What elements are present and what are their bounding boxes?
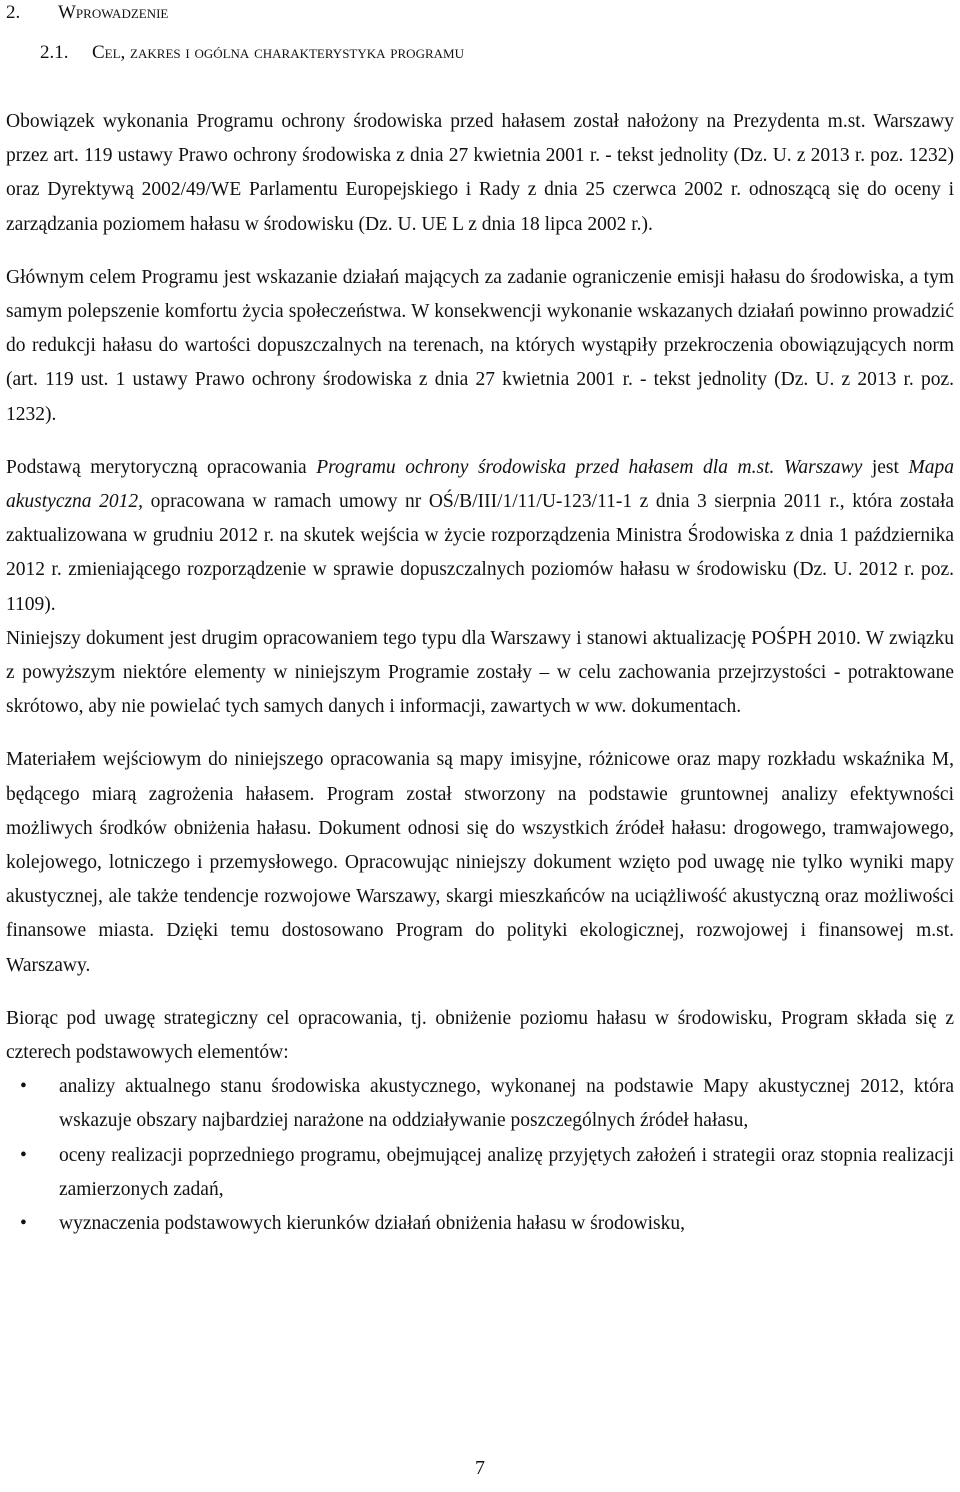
paragraph-main-goal: Głównym celem Programu jest wskazanie działań mających za zadanie ograniczenie emisji hałasu do środowiska, a tym samym polepszenie komfortu życia społeczeństwa. W konsekwencji wykonanie wskazanych działań powinno prowadzić do redukcji hałasu do wartości dopuszczalnych na terenach, na których wystąpiły przekroczenia obowiązujących norm (art. 119 ust. 1 ustawy Prawo ochrony środowiska z dnia 27 kwietnia 2001 r. - tekst jednolity (Dz. U. z 2013 r. poz. 1232). xyxy=(6,266,954,425)
elements-list xyxy=(6,1070,954,1241)
bullet-icon: • xyxy=(20,1076,27,1098)
list-item xyxy=(6,1207,954,1241)
subsection-heading xyxy=(6,40,464,66)
program-title-italic: Programu ochrony środowiska przed hałasem dla m.st. Warszawy xyxy=(316,456,863,478)
paragraph-input-materials: Materiałem wejściowym do niniejszego opracowania są mapy imisyjne, różnicowe oraz mapy rozkładu wskaźnika M, będącego miarą zagrożenia hałasem. Program został stworzony na podstawie gruntownej analizy efektywności możliwych środków obniżenia hałasu. Dokument odnosi się do wszystkich źródeł hałasu: drogowego, tramwajowego, kolejowego, lotniczego i przemysłowego. Opracowując niniejszy dokument wzięto pod uwagę nie tylko wyniki mapy akustycznej, ale także tendencje rozwojowe Warszawy, skargi mieszkańców na uciążliwość akustyczną oraz możliwości finansowe miasta. Dzięki temu dostosowano Program do polityki ekologicznej, rozwojowej i finansowej m.st. Warszawy. xyxy=(6,749,954,976)
page-number: 7 xyxy=(475,1457,485,1479)
section-heading xyxy=(6,0,168,26)
paragraph-obligation: Obowiązek wykonania Programu ochrony środowiska przed hałasem został nałożony na Prezydenta m.st. Warszawy przez art. 119 ustawy Prawo ochrony środowiska z dnia 27 kwietnia 2001 r. - tekst jednolity (Dz. U. z 2013 r. poz. 1232) oraz Dyrektywą 2002/49/WE Parlamentu Europejskiego i Rady z dnia 25 czerwca 2002 r. odnoszącą się do oceny i zarządzania poziomem hałasu w środowisku (Dz. U. UE L z dnia 18 lipca 2002 r.). xyxy=(6,111,954,235)
list-item xyxy=(6,1139,954,1207)
acoustic-map-title-italic: Mapa akustyczna 2012, xyxy=(6,456,954,513)
list-item-text: analizy aktualnego stanu środowiska akustycznego, wykonanej na podstawie Mapy akustycznej 2012, która wskazuje obszary najbardziej narażone na oddziaływanie poszczególnych źródeł hałasu, xyxy=(59,1076,954,1132)
subsection-title: Cel, zakres i ogólna charakterystyka programu xyxy=(92,42,464,63)
section-number: 2. xyxy=(6,2,21,23)
paragraph-basis xyxy=(6,451,954,622)
basis-text-2: jest xyxy=(862,456,909,478)
subsection-number: 2.1. xyxy=(40,42,69,63)
list-item-text: oceny realizacji poprzedniego programu, obejmującej analizę przyjętych założeń i strategii oraz stopnia realizacji zamierzonych zadań, xyxy=(59,1144,954,1200)
body-text xyxy=(6,105,954,1241)
list-item xyxy=(6,1070,954,1138)
bullet-icon: • xyxy=(20,1144,27,1166)
paragraph-elements-intro: Biorąc pod uwagę strategiczny cel opracowania, tj. obniżenie poziomu hałasu w środowisku, Program składa się z czterech podstawowych elementów: xyxy=(6,1007,954,1064)
basis-text-3: opracowana w ramach umowy nr OŚ/B/III/1/11/U-123/11-1 z dnia 3 sierpnia 2011 r., która została zaktualizowana w grudniu 2012 r. na skutek wejścia w życie rozporządzenia Ministra Środowiska z dnia 1 października 2012 r. zmieniającego rozporządzenie w sprawie dopuszczalnych poziomów hałasu w środowisku (Dz. U. 2012 r. poz. 1109). xyxy=(6,491,955,615)
bullet-icon: • xyxy=(20,1213,27,1235)
list-item-text: wyznaczenia podstawowych kierunków działań obniżenia hałasu w środowisku, xyxy=(59,1213,685,1235)
basis-text-1: Podstawą merytoryczną opracowania xyxy=(6,456,317,478)
paragraph-update: Niniejszy dokument jest drugim opracowaniem tego typu dla Warszawy i stanowi aktualizację POŚPH 2010. W związku z powyższym niektóre elementy w niniejszym Programie zostały – w celu zachowania przejrzystości - potraktowane skrótowo, aby nie powielać tych samych danych i informacji, zawartych w ww. dokumentach. xyxy=(6,627,954,718)
section-title: Wprowadzenie xyxy=(58,2,169,23)
